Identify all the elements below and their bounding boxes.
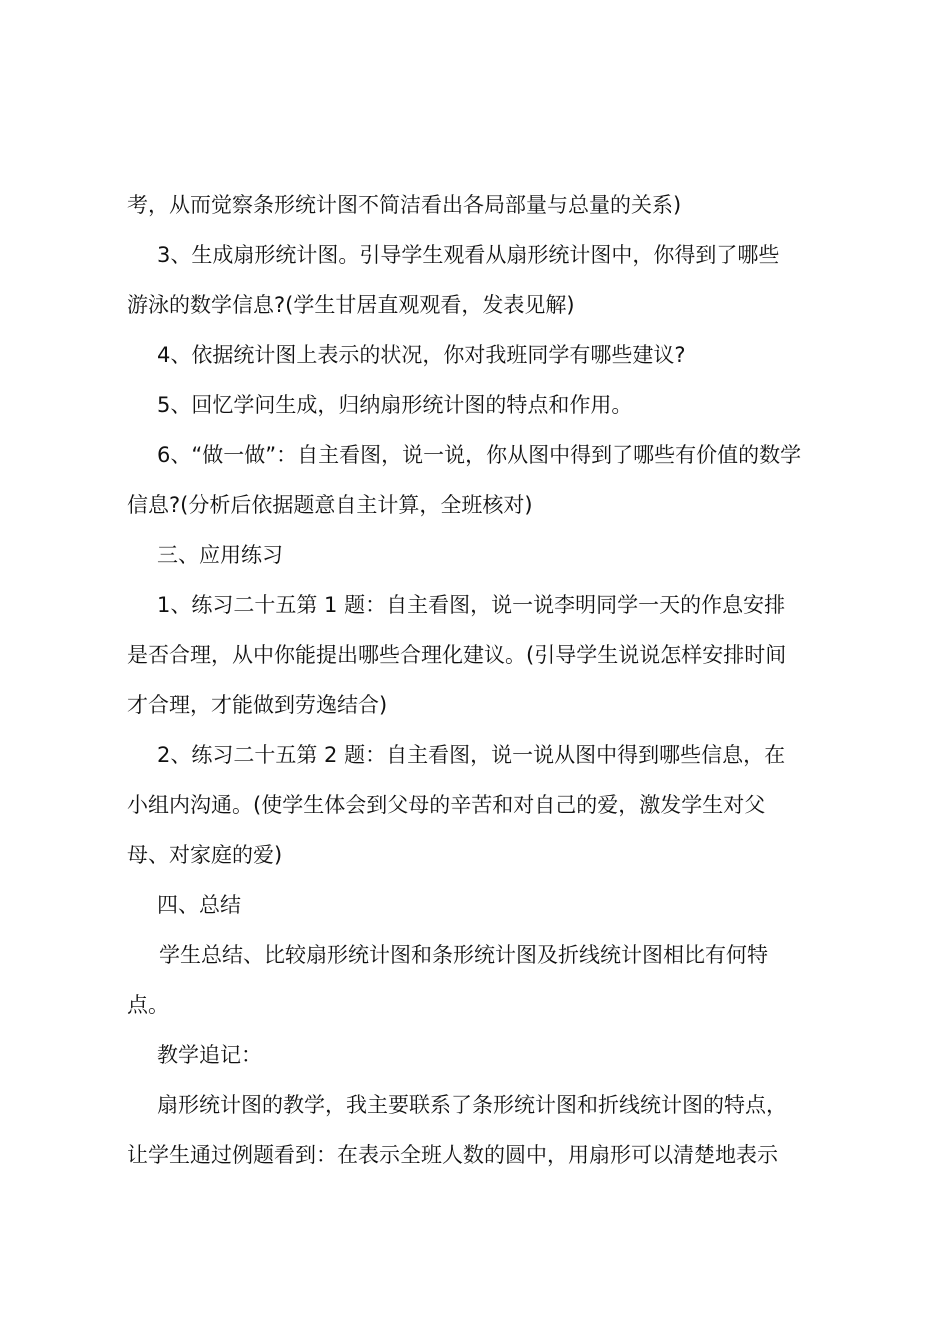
paragraph-line: 点。	[127, 993, 169, 1017]
paragraph-line: 母、对家庭的爱)	[127, 843, 283, 867]
section-heading: 三、应用练习	[157, 543, 283, 567]
paragraph-line: 6、“做一做”：自主看图，说一说，你从图中得到了哪些有价值的数学	[157, 443, 802, 467]
paragraph-line: 2、练习二十五第 2 题：自主看图，说一说从图中得到哪些信息，在	[157, 743, 786, 767]
paragraph-line: 扇形统计图的教学，我主要联系了条形统计图和折线统计图的特点，	[157, 1093, 787, 1117]
paragraph-line: 1、练习二十五第 1 题：自主看图，说一说李明同学一天的作息安排	[157, 593, 786, 617]
section-heading: 四、总结	[157, 893, 241, 917]
section-heading: 教学追记：	[157, 1043, 262, 1067]
paragraph-line: 学生总结、比较扇形统计图和条形统计图及折线统计图相比有何特	[159, 943, 768, 967]
paragraph-line: 4、依据统计图上表示的状况，你对我班同学有哪些建议?	[157, 343, 686, 367]
paragraph-line: 考，从而觉察条形统计图不简洁看出各局部量与总量的关系)	[127, 193, 682, 217]
paragraph-line: 信息?(分析后依据题意自主计算，全班核对)	[127, 493, 533, 517]
paragraph-line: 让学生通过例题看到：在表示全班人数的圆中，用扇形可以清楚地表示	[127, 1143, 778, 1167]
document-body	[127, 180, 833, 1180]
paragraph-line: 是否合理，从中你能提出哪些合理化建议。(引导学生说说怎样安排时间	[127, 643, 787, 667]
paragraph-line: 3、生成扇形统计图。引导学生观看从扇形统计图中，你得到了哪些	[157, 243, 780, 267]
paragraph-line: 游泳的数学信息?(学生甘居直观观看，发表见解)	[127, 293, 575, 317]
paragraph-line: 5、回忆学问生成，归纳扇形统计图的特点和作用。	[157, 393, 633, 417]
paragraph-line: 小组内沟通。(使学生体会到父母的辛苦和对自己的爱，激发学生对父	[127, 793, 766, 817]
paragraph-line: 才合理，才能做到劳逸结合)	[127, 693, 388, 717]
